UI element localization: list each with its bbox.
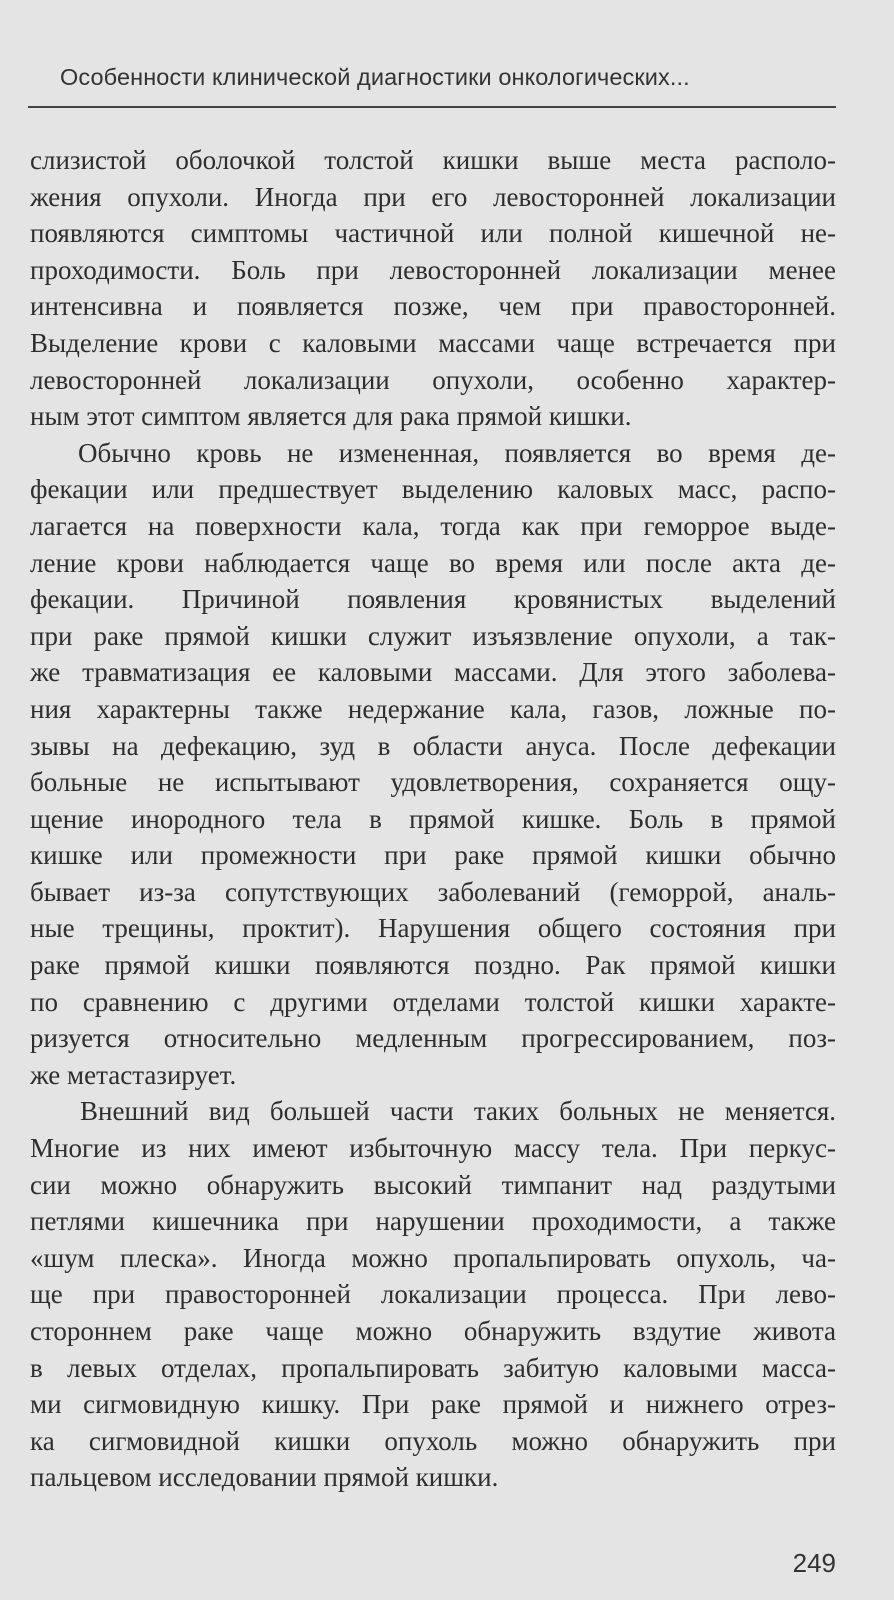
text-line: проходимости. Боль при левосторонней локализации менее — [30, 254, 836, 285]
text-line: левосторонней локализации опухоли, особенно характер- — [30, 364, 836, 395]
text-line: слизистой оболочкой толстой кишки выше места располо- — [30, 145, 836, 175]
text-line: стороннем раке чаще можно обнаружить вздутие живота — [30, 1316, 836, 1346]
text-line: ризуется относительно медленным прогрессированием, поз- — [30, 1023, 836, 1054]
header-rule — [28, 106, 836, 108]
text-line: ще при правосторонней локализации процесса. При лево- — [30, 1279, 836, 1310]
text-line: ми сигмовидную кишку. При раке прямой и нижнего отрез- — [30, 1389, 836, 1420]
text-line: же травматизация ее каловыми массами. Для этого заболева- — [30, 657, 836, 688]
text-line: петлями кишечника при нарушении проходимости, а также — [30, 1206, 836, 1237]
text-line: ление крови наблюдается чаще во время или после акта де- — [30, 547, 836, 578]
paragraph-1 — [30, 142, 836, 435]
text-line: щение инородного тела в прямой кишке. Боль в прямой — [30, 803, 836, 834]
text-line: фекации. Причиной появления кровянистых выделений — [30, 584, 836, 615]
text-line: ка сигмовидной кишки опухоль можно обнаружить при — [30, 1425, 836, 1456]
text-line: ния характерны также недержание кала, газов, ложные по- — [30, 693, 836, 724]
body-text — [30, 142, 836, 1496]
text-line: пальцевом исследовании прямой кишки. — [30, 1462, 499, 1493]
text-line: ным этот симптом является для рака прямой кишки. — [30, 401, 632, 432]
text-line: появляются симптомы частичной или полной кишечной не- — [30, 218, 836, 249]
text-line: зывы на дефекацию, зуд в области ануса. После дефекации — [30, 730, 836, 761]
text-line: кишке или промежности при раке прямой кишки обычно — [30, 840, 836, 871]
text-line: при раке прямой кишки служит изъязвление опухоли, а так- — [30, 620, 836, 651]
text-line: в левых отделах, пропальпировать забитую каловыми масса- — [30, 1352, 836, 1383]
paragraph-2 — [30, 435, 836, 1094]
text-line: больные не испытывают удовлетворения, сохраняется ощу- — [30, 767, 836, 798]
running-head: Особенности клинической диагностики онкологических... — [60, 64, 690, 90]
text-line: Внешний вид большей части таких больных не меняется. — [80, 1096, 836, 1127]
text-line: фекации или предшествует выделению каловых масс, распо- — [30, 474, 836, 505]
text-line: жения опухоли. Иногда при его левосторонней локализации — [30, 181, 836, 212]
text-line: по сравнению с другими отделами толстой кишки характе- — [30, 986, 836, 1017]
text-line: Обычно кровь не измененная, появляется во время де- — [78, 437, 836, 468]
paragraph-3 — [30, 1093, 836, 1496]
text-line: интенсивна и появляется позже, чем при правосторонней. — [30, 291, 836, 322]
text-line: же метастазирует. — [30, 1059, 237, 1090]
text-line: ные трещины, проктит). Нарушения общего состояния при — [30, 913, 836, 944]
text-line: лагается на поверхности кала, тогда как при геморрое выде- — [30, 510, 836, 541]
text-line: Многие из них имеют избыточную массу тела. При перкус- — [30, 1133, 836, 1164]
text-line: «шум плеска». Иногда можно пропальпировать опухоль, ча- — [30, 1242, 836, 1273]
text-line: раке прямой кишки появляются поздно. Рак прямой кишки — [30, 950, 836, 981]
text-line: сии можно обнаружить высокий тимпанит над раздутыми — [30, 1169, 836, 1200]
page-number: 249 — [792, 1548, 836, 1578]
text-line: Выделение крови с каловыми массами чаще встречается при — [30, 327, 836, 358]
text-line: бывает из-за сопутствующих заболеваний (геморрой, аналь- — [30, 876, 836, 907]
